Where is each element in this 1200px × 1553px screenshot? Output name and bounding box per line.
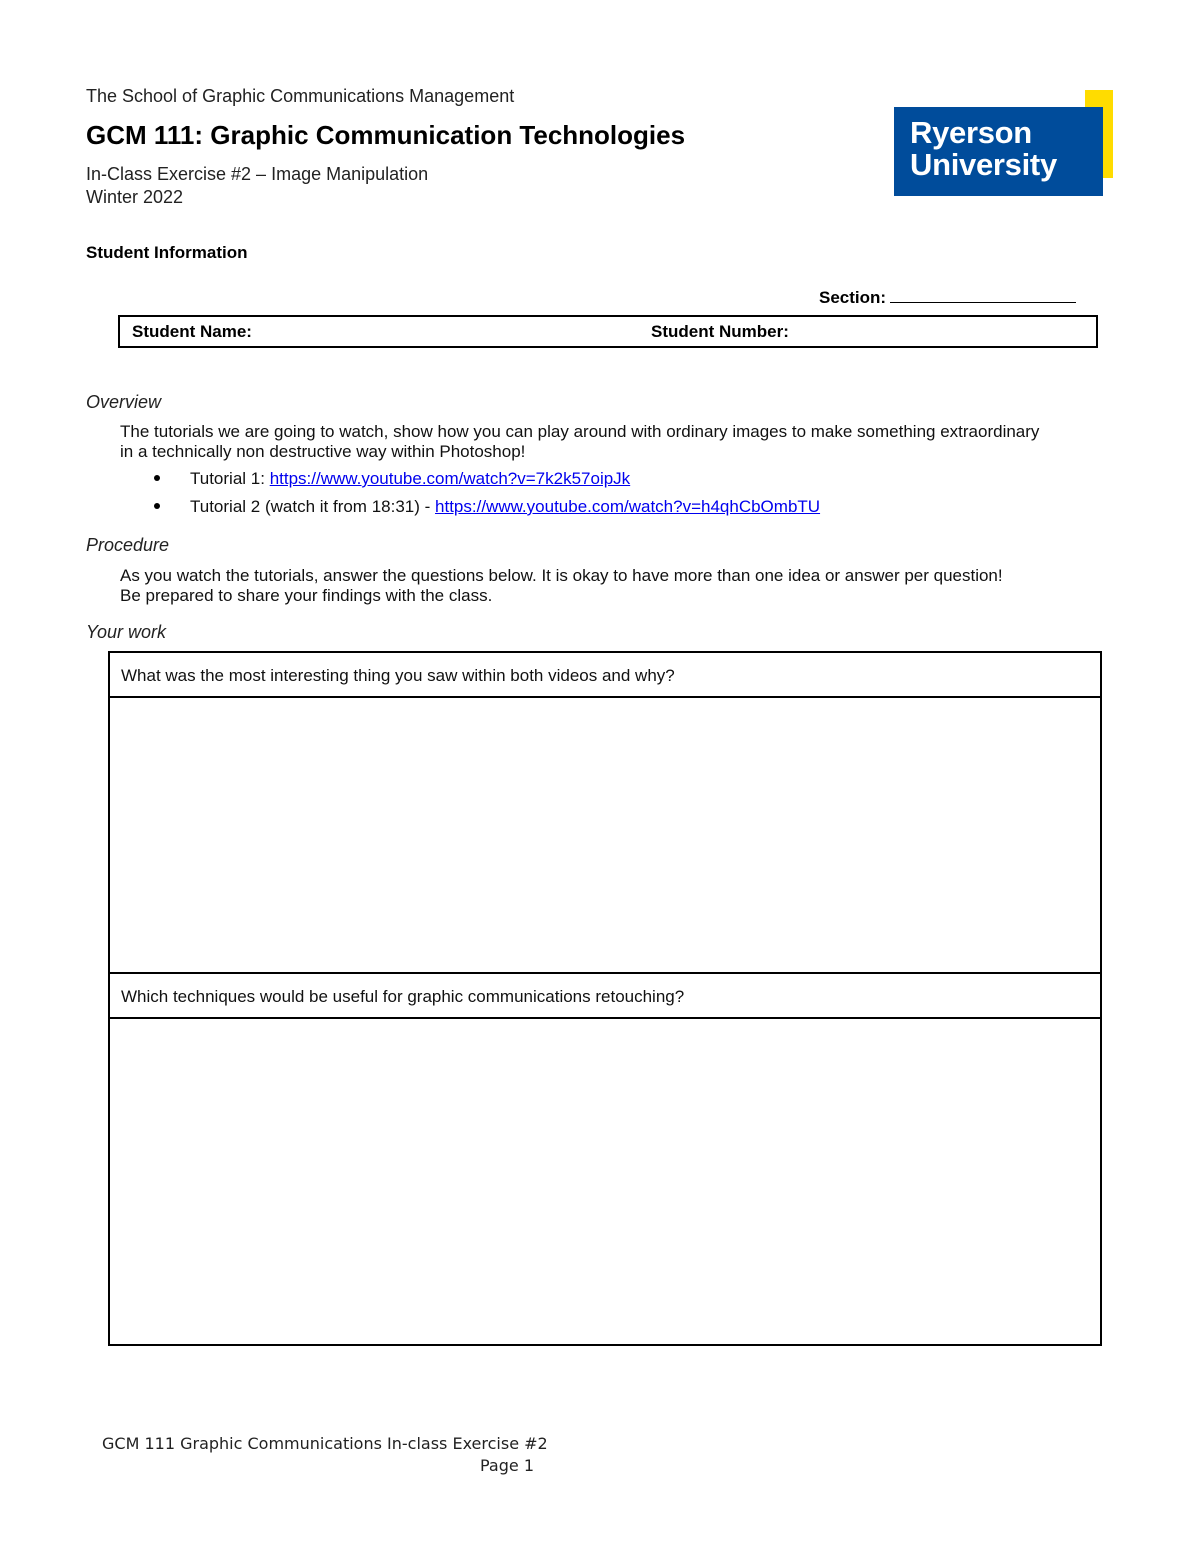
- procedure-text-line-2: Be prepared to share your findings with the class.: [120, 586, 493, 605]
- question-1-text: What was the most interesting thing you saw within both videos and why?: [121, 666, 675, 685]
- tutorial-2-item: [154, 497, 820, 517]
- question-row-1: [110, 653, 1100, 698]
- student-details-box: [118, 315, 1098, 348]
- section-field: [819, 286, 1076, 308]
- overview-text-line-2: in a technically non destructive way within Photoshop!: [120, 442, 526, 461]
- answer-area-1[interactable]: [110, 698, 1100, 974]
- tutorial-2-label: Tutorial 2 (watch it from 18:31) -: [190, 497, 436, 516]
- question-row-2: [110, 974, 1100, 1019]
- bullet-icon: [154, 475, 160, 481]
- student-info-heading: Student Information: [86, 243, 248, 262]
- procedure-heading: Procedure: [86, 535, 170, 555]
- procedure-text-line-1: As you watch the tutorials, answer the questions below. It is okay to have more than one idea or answer per question!: [120, 566, 1003, 585]
- tutorial-1-link[interactable]: https://www.youtube.com/watch?v=7k2k57oipJk: [269, 469, 631, 488]
- school-name: The School of Graphic Communications Management: [86, 86, 515, 106]
- footer-text: GCM 111 Graphic Communications In-class Exercise #2: [102, 1434, 548, 1453]
- answer-table: [108, 651, 1102, 1346]
- section-blank[interactable]: [890, 286, 1076, 303]
- overview-text-line-1: The tutorials we are going to watch, show how you can play around with ordinary images to make something extraordinary: [120, 422, 1040, 441]
- logo-line-1: Ryerson: [910, 115, 1032, 150]
- term-label: Winter 2022: [86, 187, 184, 207]
- university-logo: [894, 107, 1103, 196]
- overview-heading: Overview: [86, 392, 162, 412]
- student-number-label: Student Number:: [651, 322, 789, 341]
- tutorial-1-item: [154, 469, 630, 489]
- answer-area-2[interactable]: [110, 1019, 1100, 1344]
- overview-text: [120, 422, 1100, 462]
- tutorial-2-link[interactable]: https://www.youtube.com/watch?v=h4qhCbOmbTU: [435, 497, 821, 516]
- question-2-text: Which techniques would be useful for graphic communications retouching?: [121, 987, 685, 1006]
- exercise-title: In-Class Exercise #2 – Image Manipulation: [86, 164, 429, 184]
- section-label: Section:: [819, 288, 887, 307]
- page-number: Page 1: [480, 1456, 534, 1475]
- bullet-icon: [154, 503, 160, 509]
- student-name-label: Student Name:: [132, 322, 252, 341]
- your-work-heading: Your work: [86, 622, 167, 642]
- procedure-text: [120, 566, 1100, 606]
- course-title: GCM 111: Graphic Communication Technologies: [86, 120, 686, 150]
- logo-line-2: University: [910, 147, 1057, 182]
- tutorial-1-label: Tutorial 1:: [190, 469, 270, 488]
